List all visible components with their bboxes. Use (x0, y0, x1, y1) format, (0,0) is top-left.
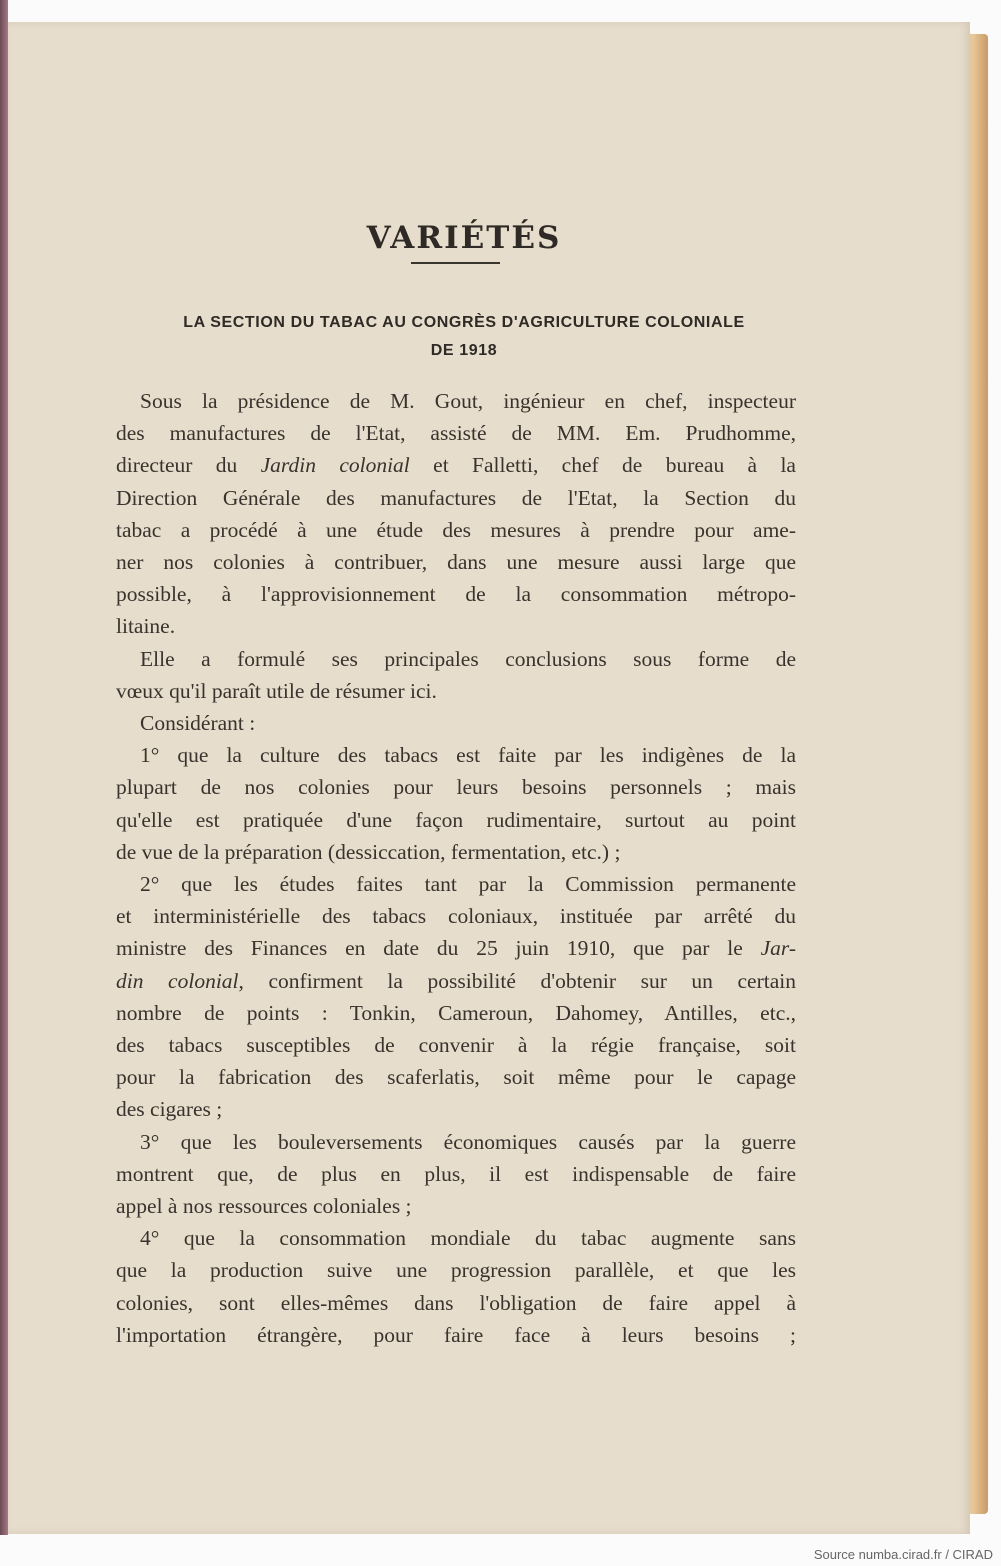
text-segment: et Falletti, chef de bureau à la (409, 453, 796, 478)
text-segment: directeur du (116, 453, 261, 478)
text-line (140, 645, 796, 673)
title-rule (411, 262, 500, 264)
text-segment: qu'elle est pratiquée d'une façon rudimentaire, surtout au point (116, 807, 796, 832)
text-segment: Sous la présidence de M. Gout, ingénieur en chef, inspecteur (140, 389, 796, 413)
text-line (140, 709, 796, 737)
text-segment: 2° que les études faites tant par la Commission permanente (140, 872, 796, 896)
text-segment: possible, à l'approvisionnement de la consommation métropo- (116, 582, 796, 607)
text-segment: des manufactures de l'Etat, assisté de MM. Em. Prudhomme, (116, 421, 796, 446)
text-line (116, 773, 796, 801)
text-line (140, 870, 796, 898)
text-line (116, 999, 796, 1027)
text-segment: Elle a formulé ses principales conclusions sous forme de (140, 646, 796, 671)
text-line (116, 419, 796, 447)
text-line (116, 806, 796, 834)
text-segment: colonies, sont elles-mêmes dans l'obligation de faire appel à (116, 1290, 796, 1315)
section-heading-line-1: LA SECTION DU TABAC AU CONGRÈS D'AGRICULTURE COLONIALE (183, 314, 745, 331)
text-line (140, 1224, 796, 1252)
text-segment: appel à nos ressources coloniales ; (116, 1194, 412, 1218)
text-line (116, 516, 796, 544)
book-spine (0, 0, 8, 1535)
text-segment: ministre des Finances en date du 25 juin 1910, que par le (116, 936, 761, 961)
text-line (116, 1256, 796, 1284)
text-line (116, 580, 796, 608)
text-line (116, 451, 796, 479)
text-line (116, 1289, 796, 1317)
text-line (140, 741, 796, 769)
text-line (140, 387, 796, 415)
text-segment: des cigares ; (116, 1097, 223, 1122)
text-segment: de vue de la préparation (dessiccation, fermentation, etc.) ; (116, 839, 621, 864)
text-segment: l'importation étrangère, pour faire face à leurs besoins ; (116, 1322, 796, 1347)
text-segment: 4° que la consommation mondiale du tabac augmente sans (140, 1226, 796, 1251)
italic-text: Jar- (760, 936, 796, 961)
text-segment: nombre de points : Tonkin, Cameroun, Dahomey, Antilles, etc., (116, 1000, 796, 1025)
text-segment: 1° que la culture des tabacs est faite par les indigènes de la (140, 743, 796, 768)
text-segment: que la production suive une progression parallèle, et que les (116, 1258, 796, 1283)
italic-text: din colonial (116, 968, 239, 993)
text-segment: pour la fabrication des scaferlatis, soit même pour le capage (116, 1065, 796, 1090)
text-line (116, 484, 796, 512)
text-line (116, 677, 796, 705)
text-segment: tabac a procédé à une étude des mesures à prendre pour ame- (116, 517, 796, 542)
text-line (116, 1321, 796, 1349)
text-segment: 3° que les bouleversements économiques causés par la guerre (140, 1129, 796, 1154)
text-segment: des tabacs susceptibles de convenir à la régie française, soit (116, 1033, 796, 1057)
text-line (116, 1160, 796, 1188)
section-heading-line-2: DE 1918 (430, 342, 498, 359)
text-segment: , confirment la possibilité d'obtenir sur un certain (238, 968, 796, 993)
italic-text: Jardin colonial (260, 453, 410, 478)
text-line (116, 838, 796, 866)
text-line (116, 967, 796, 995)
text-line (116, 934, 796, 962)
text-line (116, 548, 796, 576)
page-title: VARIÉTÉS (366, 220, 562, 256)
source-credit: Source numba.cirad.fr / CIRAD (813, 1547, 993, 1562)
text-line (116, 1192, 796, 1220)
text-line (116, 902, 796, 930)
text-segment: vœux qu'il paraît utile de résumer ici. (116, 678, 437, 703)
text-line (116, 1031, 796, 1059)
text-line (116, 1063, 796, 1091)
text-segment: Direction Générale des manufactures de l'Etat, la Section du (116, 485, 796, 510)
text-segment: et interministérielle des tabacs coloniaux, instituée par arrêté du (116, 904, 796, 929)
text-segment: ner nos colonies à contribuer, dans une mesure aussi large que (116, 550, 796, 574)
text-line (140, 1128, 796, 1156)
text-line (116, 1095, 796, 1123)
text-line (116, 612, 796, 640)
text-segment: litaine. (116, 614, 176, 639)
text-segment: plupart de nos colonies pour leurs besoins personnels ; mais (116, 775, 796, 800)
scanned-page (8, 22, 970, 1534)
text-segment: montrent que, de plus en plus, il est indispensable de faire (116, 1161, 796, 1186)
text-segment: Considérant : (140, 711, 256, 735)
